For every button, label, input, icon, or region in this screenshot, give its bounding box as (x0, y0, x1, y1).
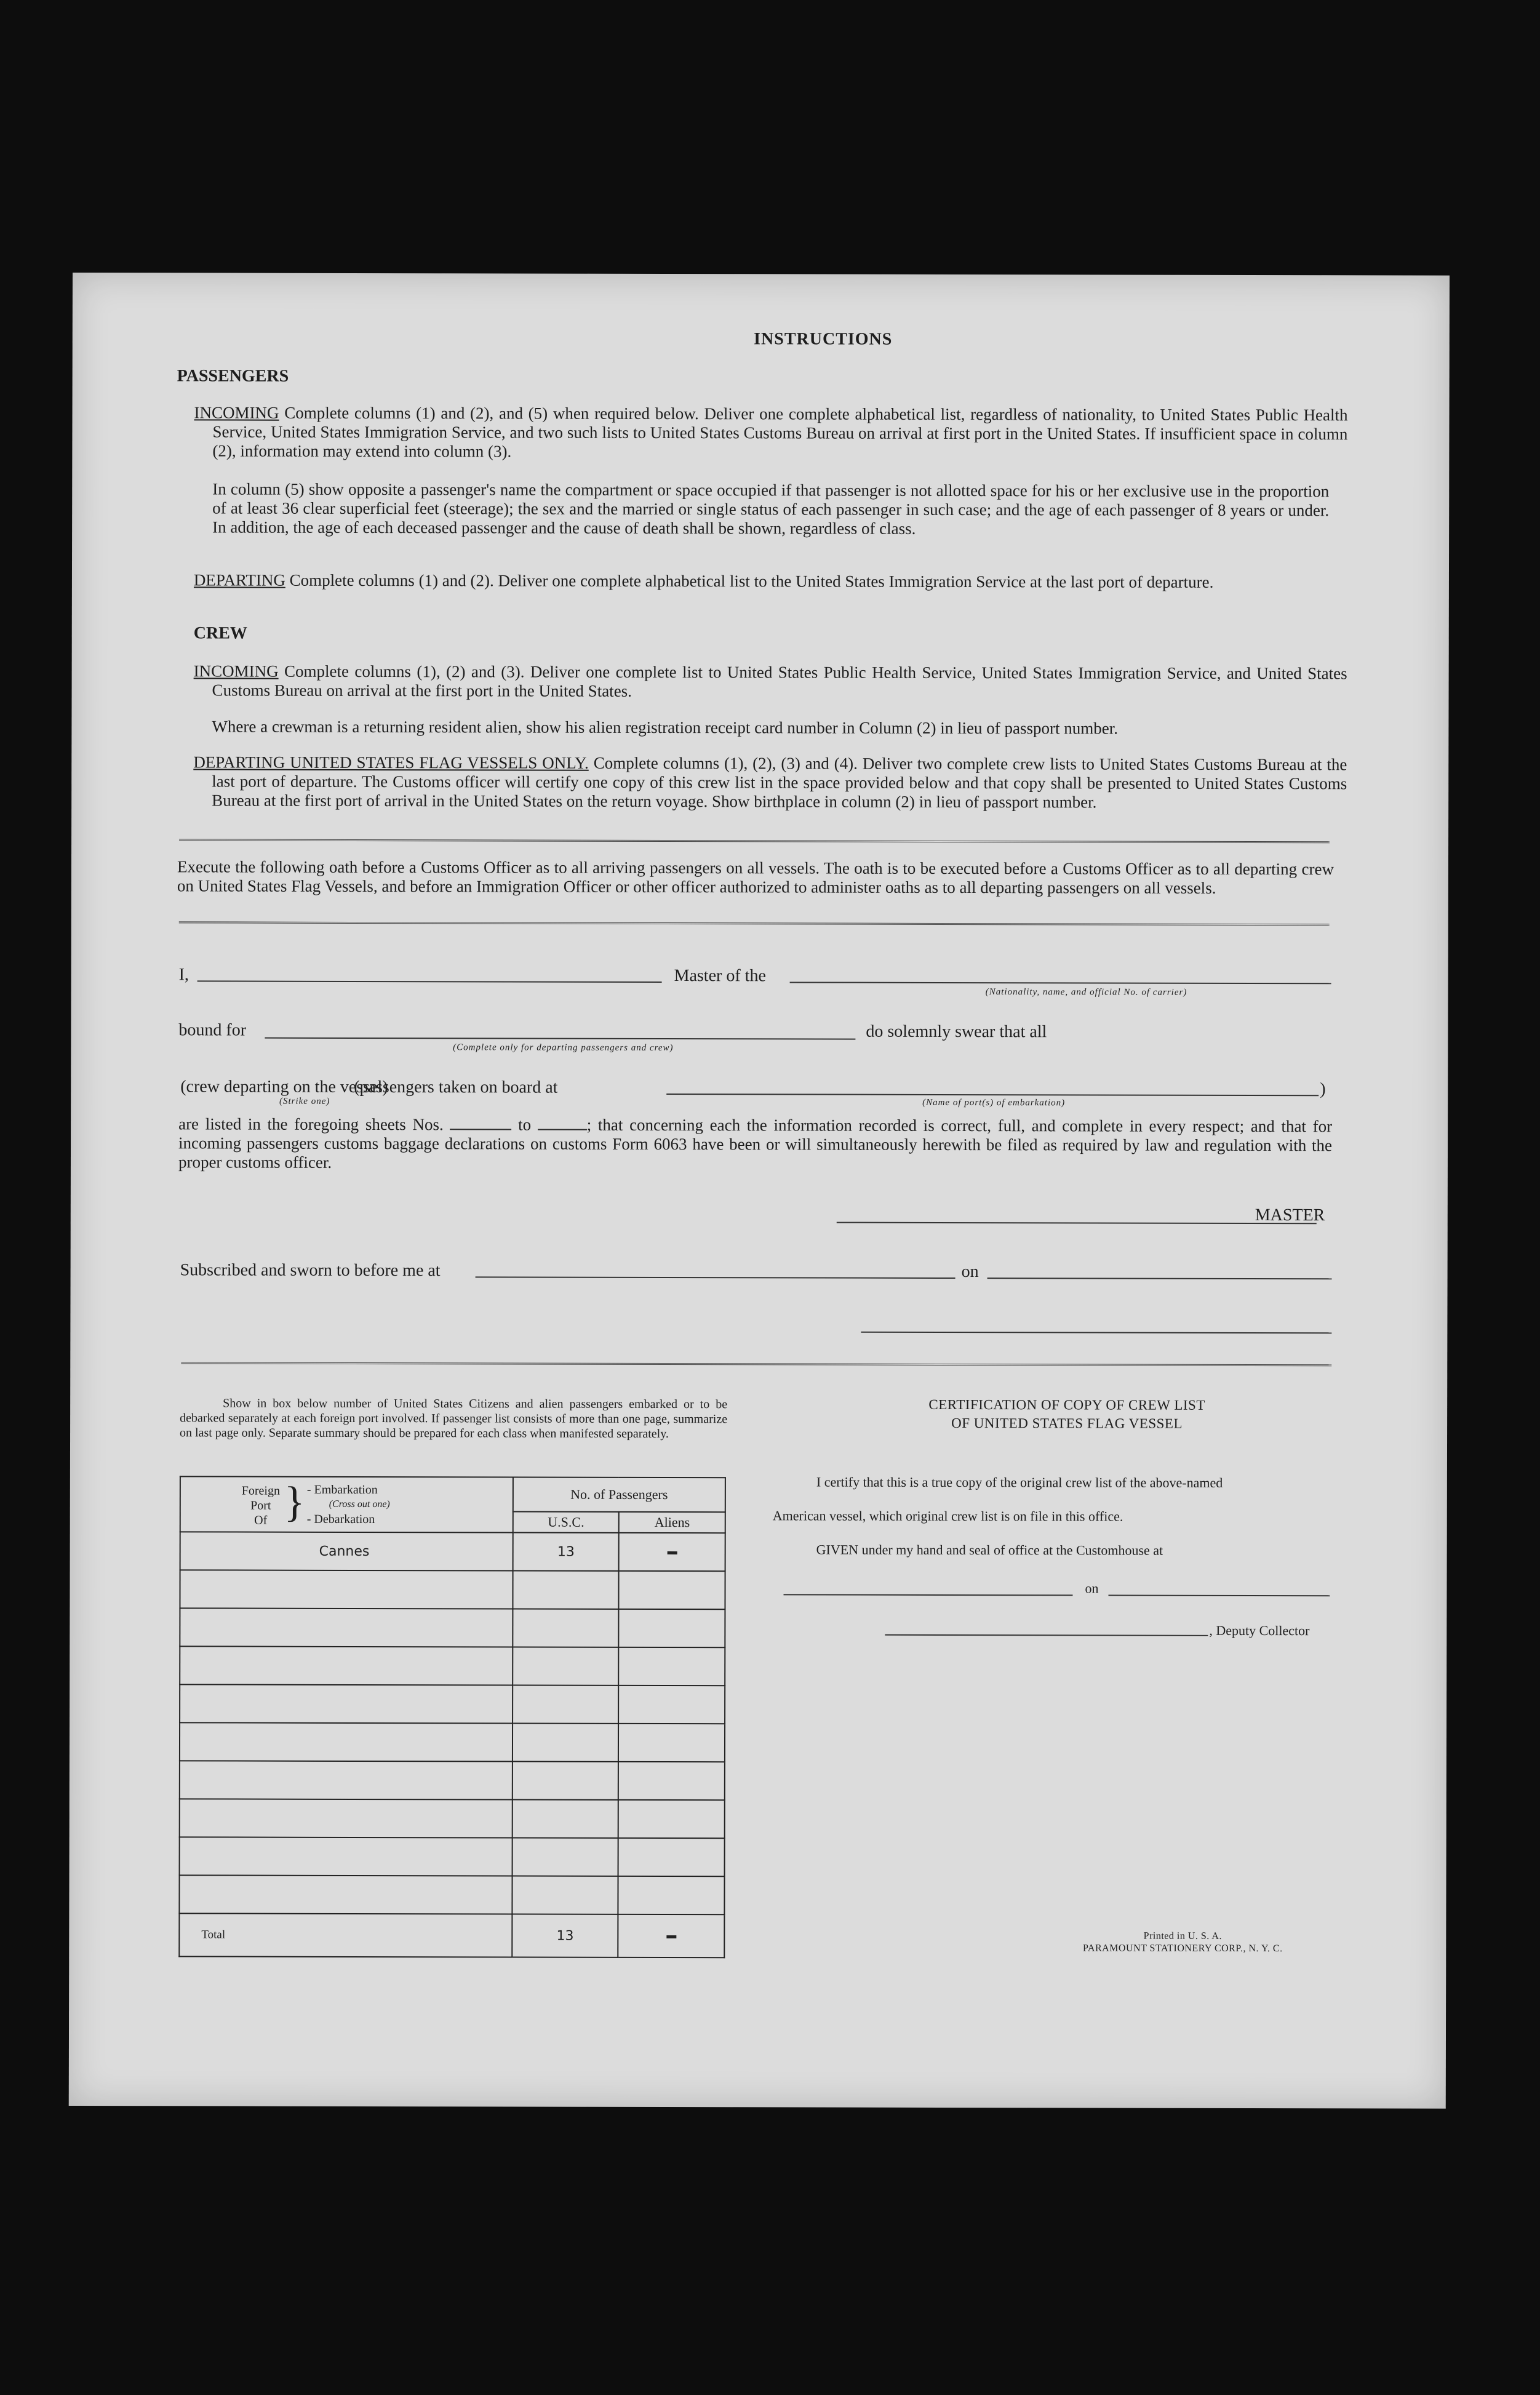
printer-imprint (1041, 1930, 1324, 1955)
dash-mark (666, 1935, 676, 1938)
certification-title-line1: CERTIFICATION OF COPY OF CREW LIST (928, 1396, 1205, 1413)
strike-one-caption: (Strike one) (279, 1096, 330, 1106)
oath-statement (178, 1114, 1332, 1174)
port-cell[interactable]: Cannes (180, 1532, 513, 1570)
crew-departing-option: (crew departing on the vessel) (180, 1077, 388, 1097)
aliens-cell[interactable] (619, 1571, 725, 1609)
passengers-taken-option: (passengers taken on board at (354, 1077, 558, 1097)
of-label: Of (254, 1513, 268, 1527)
oath-instructions: Execute the following oath before a Customs Officer as to all arriving passengers on all vessels. The oath is to be executed before a Customs Officer as to all departing crew on United States Flag Vessels, and before an Immigration Officer or other officer authorized to administer oaths as to all departing passengers on all vessels. (177, 857, 1335, 897)
usc-cell[interactable] (512, 1838, 618, 1876)
listed-rest: ; that concerning each the information recorded is correct, full, and complete in every respect; and that for incoming passengers customs baggage declarations on customs Form 6063 have been or will simultaneously herewith be filed as required by law and regulation with the proper customs officer. (178, 1115, 1333, 1172)
summary-note: Show in box below number of United States Citizens and alien passengers embarked or to be debarked separately at each foreign port involved. If passenger list consists of more than one page, summarize on last page only. Separate summary should be prepared for each class when manifested separately. (180, 1396, 728, 1441)
crew-incoming-label: INCOMING (193, 662, 279, 681)
master-name-field[interactable] (197, 980, 662, 983)
passengers-departing-label: DEPARTING (193, 570, 285, 590)
usc-cell[interactable] (513, 1647, 619, 1685)
carrier-caption: (Nationality, name, and official No. of carrier) (985, 987, 1187, 998)
embarkation-option[interactable]: - Embarkation (306, 1482, 378, 1497)
usc-cell[interactable]: 13 (513, 1533, 620, 1571)
master-signature-field[interactable] (837, 1222, 1317, 1225)
aliens-cell[interactable] (618, 1800, 725, 1838)
table-row (180, 1722, 725, 1762)
certify-date-field[interactable] (1108, 1595, 1330, 1597)
usc-cell[interactable] (513, 1685, 619, 1724)
certify-on-label: on (1085, 1580, 1099, 1596)
certification-title-line2: OF UNITED STATES FLAG VESSEL (951, 1415, 1183, 1431)
crew-incoming-paragraph (194, 662, 1347, 702)
carrier-field[interactable] (790, 982, 1331, 984)
port-cell[interactable] (180, 1722, 513, 1761)
usc-header: U.S.C. (513, 1512, 620, 1533)
crew-departing-label: DEPARTING UNITED STATES FLAG VESSELS ONLY. (193, 753, 589, 772)
crew-departing-paragraph (193, 753, 1347, 812)
port-cell[interactable] (180, 1761, 513, 1799)
solemnly-swear-label: do solemnly swear that all (866, 1022, 1047, 1042)
page-title: INSTRUCTIONS (754, 329, 893, 349)
master-label: MASTER (1255, 1205, 1325, 1225)
port-cell[interactable] (179, 1875, 512, 1914)
usc-cell[interactable] (513, 1609, 619, 1647)
debarkation-option[interactable]: - Debarkation (306, 1512, 375, 1527)
port-cell[interactable] (180, 1837, 513, 1876)
sheet-from-field[interactable] (450, 1116, 511, 1130)
form-sheet (69, 273, 1450, 2109)
ports-caption: (Name of port(s) of embarkation) (922, 1097, 1066, 1108)
passengers-column5-paragraph: In column (5) show opposite a passenger's name the compartment or space occupied if that passenger is not allotted space for his or her exclusive use in the proportion of at least 36 clear superficial feet (steerage); the sex and the married or single status of each passenger in such case; and the age of each passenger of 8 years or under. In addition, the age of each deceased passenger and the cause of death shall be shown, regardless of class. (212, 479, 1330, 538)
table-row (180, 1799, 725, 1838)
crew-departing-text: Complete columns (1), (2), (3) and (4). Deliver two complete crew lists to United States Customs Bureau at the last port of departure. The Customs officer will certify one copy of this crew list in the space provided below and that copy shall be presented to United States Customs Bureau at the first port of arrival in the United States on the return voyage. Show birthplace in column (2) in lieu of passport number. (212, 753, 1347, 812)
bound-for-label: bound for (178, 1020, 247, 1040)
sworn-on-label: on (961, 1262, 979, 1282)
certify-line2: American vessel, which original crew list is on file in this office. (772, 1508, 1123, 1524)
port-label: Port (250, 1498, 271, 1513)
oath-i-label: I, (178, 965, 189, 985)
aliens-cell[interactable] (619, 1647, 725, 1685)
usc-cell[interactable] (513, 1800, 619, 1838)
aliens-header: Aliens (619, 1512, 725, 1533)
table-row (180, 1532, 725, 1571)
foreign-label: Foreign (241, 1484, 280, 1498)
aliens-cell[interactable] (619, 1533, 725, 1571)
table-row (180, 1837, 725, 1876)
port-cell[interactable] (180, 1570, 513, 1609)
cross-out-caption: (Cross out one) (329, 1498, 390, 1510)
deputy-collector-label: , Deputy Collector (1209, 1622, 1310, 1639)
table-row (180, 1761, 725, 1800)
passengers-departing-text: Complete columns (1) and (2). Deliver one complete alphabetical list to the United States Immigration Service at the last port of departure. (289, 570, 1214, 591)
listed-start: are listed in the foregoing sheets Nos. (178, 1114, 444, 1134)
customhouse-field[interactable] (784, 1594, 1073, 1596)
total-aliens-cell[interactable] (618, 1914, 725, 1957)
aliens-cell[interactable] (619, 1685, 725, 1724)
usc-cell[interactable] (513, 1762, 619, 1800)
divider (181, 1362, 1331, 1369)
officer-signature-field[interactable] (861, 1332, 1331, 1334)
sworn-at-field[interactable] (476, 1276, 956, 1279)
divider (179, 839, 1330, 846)
passenger-summary-table (178, 1476, 726, 1958)
usc-cell[interactable] (513, 1724, 619, 1762)
bound-for-field[interactable] (265, 1038, 855, 1040)
port-cell[interactable] (180, 1684, 513, 1723)
passengers-heading: PASSENGERS (177, 366, 289, 386)
subscribed-label: Subscribed and sworn to before me at (180, 1260, 441, 1281)
deputy-collector-signature-field[interactable] (885, 1634, 1208, 1636)
passengers-departing-paragraph (194, 570, 1347, 592)
printer-line1: Printed in U. S. A. (1143, 1930, 1223, 1941)
port-cell[interactable] (180, 1799, 513, 1837)
passengers-incoming-paragraph (194, 403, 1347, 463)
no-of-passengers-header: No. of Passengers (513, 1477, 725, 1513)
aliens-cell[interactable] (618, 1876, 725, 1914)
crew-heading: CREW (193, 623, 247, 643)
brace-glyph: } (284, 1478, 305, 1526)
sworn-on-field[interactable] (987, 1277, 1332, 1279)
divider (179, 921, 1330, 928)
table-row (180, 1608, 725, 1647)
complete-only-caption: (Complete only for departing passengers and crew) (453, 1042, 674, 1054)
usc-cell[interactable] (512, 1876, 618, 1914)
table-row (179, 1875, 724, 1914)
total-label: Total (179, 1913, 512, 1957)
master-of-the-label: Master of the (674, 966, 766, 986)
certify-line3: GIVEN under my hand and seal of office at the Customhouse at (816, 1541, 1163, 1558)
total-usc-cell[interactable]: 13 (512, 1914, 618, 1957)
foreign-port-header (180, 1476, 513, 1532)
port-of-embarkation-field[interactable] (666, 1094, 1319, 1096)
close-paren: ) (1320, 1079, 1326, 1099)
crew-incoming-text: Complete columns (1), (2) and (3). Deliver one complete list to United States Public Health Service, United States Immigration Service, and United States Customs Bureau on arrival at the first port in the United States. (212, 662, 1347, 700)
sheet-to-field[interactable] (538, 1117, 587, 1130)
table-row (180, 1646, 725, 1685)
certification-title (852, 1396, 1282, 1433)
usc-cell[interactable] (513, 1571, 619, 1609)
listed-to: to (518, 1115, 532, 1134)
port-cell[interactable] (180, 1646, 513, 1685)
table-row (180, 1570, 725, 1609)
aliens-cell[interactable] (618, 1724, 725, 1762)
certify-line1: I certify that this is a true copy of the original crew list of the above-named (816, 1474, 1223, 1490)
aliens-cell[interactable] (619, 1609, 725, 1647)
aliens-cell[interactable] (618, 1838, 725, 1876)
dash-mark (667, 1551, 677, 1554)
crew-alien-paragraph: Where a crewman is a returning resident alien, show his alien registration receipt card number in Column (2) in lieu of passport number. (212, 717, 1119, 738)
passengers-incoming-text: Complete columns (1) and (2), and (5) when required below. Deliver one complete alphabetical list, regardless of nationality, to United States Public Health Service, United States Immigration Service, and two such lists to United States Customs Bureau on arrival at first port in the United States. If insufficient space in column (2), information may extend into column (3). (212, 403, 1348, 461)
table-row (180, 1684, 725, 1724)
printer-line2: PARAMOUNT STATIONERY CORP., N. Y. C. (1082, 1943, 1283, 1954)
passengers-incoming-label: INCOMING (194, 403, 279, 422)
port-cell[interactable] (180, 1608, 513, 1647)
total-row (179, 1913, 724, 1957)
aliens-cell[interactable] (618, 1762, 725, 1800)
